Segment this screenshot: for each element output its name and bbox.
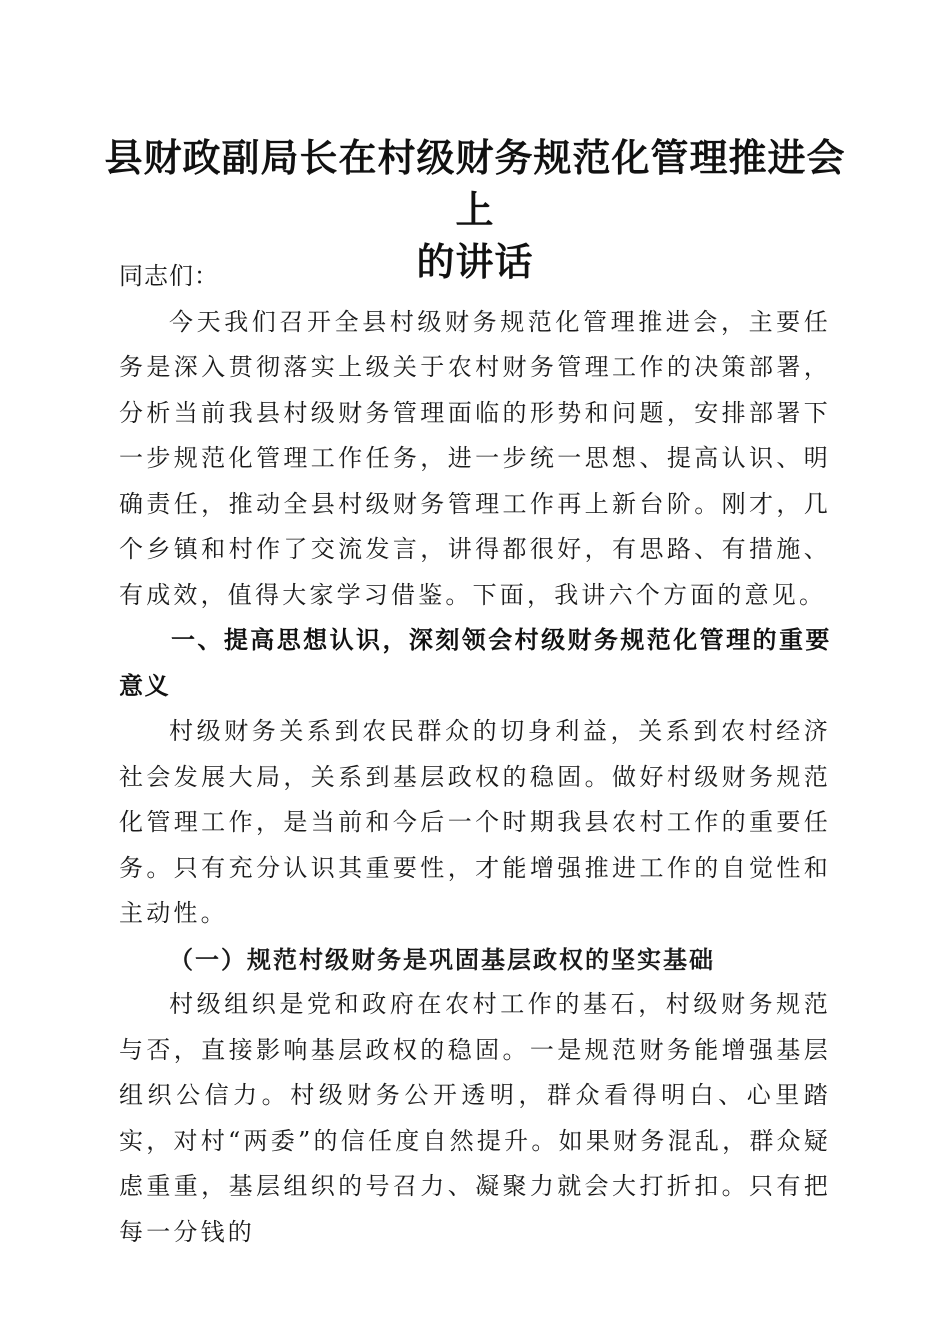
intro-paragraph: 今天我们召开全县村级财务规范化管理推进会，主要任务是深入贯彻落实上级关于农村财务管理工作的决策部署，分析当前我县村级财务管理面临的形势和问题，安排部署下一步规范化管理工作任务，进一步统一思想、提高认识、明确责任，推动全县村级财务管理工作再上新台阶。刚才，几个乡镇和村作了交流发言，讲得都很好，有思路、有措施、有成效，值得大家学习借鉴。下面，我讲六个方面的意见。 xyxy=(119,307,831,609)
subsection-1-heading: （一）规范村级财务是巩固基层政权的坚实基础 xyxy=(169,944,715,974)
section-1-paragraph: 村级财务关系到农民群众的切身利益，关系到农村经济社会发展大局，关系到基层政权的稳固。做好村级财务规范化管理工作，是当前和今后一个时期我县农村工作的重要任务。只有充分认识其重要性，才能增强推进工作的自觉性和主动性。 xyxy=(119,717,831,927)
title-line-1: 县财政副局长在村级财务规范化管理推进会上 xyxy=(104,135,846,232)
title-line-2: 的讲话 xyxy=(416,239,534,284)
salutation: 同志们： xyxy=(119,262,219,290)
document-body xyxy=(119,254,831,1255)
section-1-heading: 一、提高思想认识，深刻领会村级财务规范化管理的重要意义 xyxy=(119,626,831,700)
subsection-1-paragraph: 村级组织是党和政府在农村工作的基石，村级财务规范与否，直接影响基层政权的稳固。一是规范财务能增强基层组织公信力。村级财务公开透明，群众看得明白、心里踏实，对村“两委”的信任度自然提升。如果财务混乱，群众疑虑重重，基层组织的号召力、凝聚力就会大打折扣。只有把每一分钱的 xyxy=(119,990,831,1246)
